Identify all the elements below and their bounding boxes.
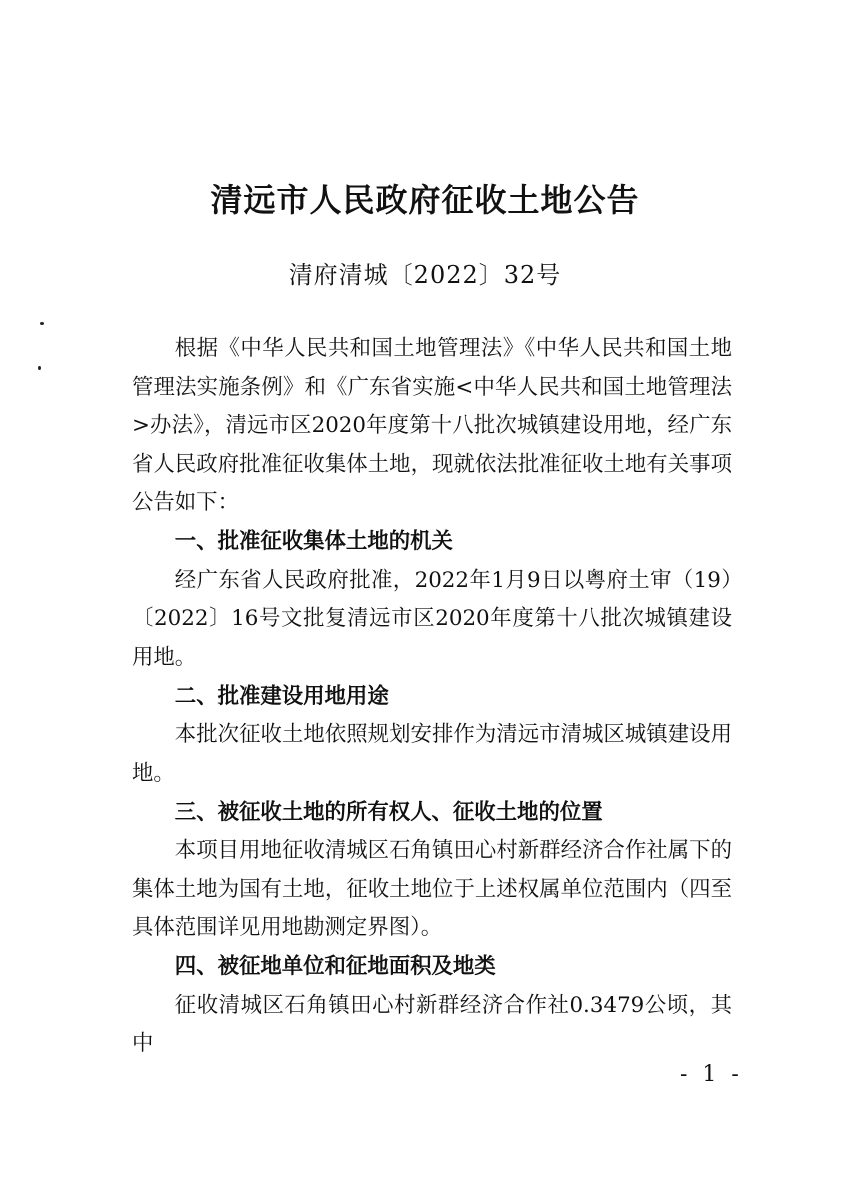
document-number: 清府清城〔2022〕32号: [288, 261, 562, 289]
scan-speck: [40, 322, 44, 325]
scan-speck: [38, 366, 41, 370]
document-title: 清远市人民政府征收土地公告: [210, 181, 640, 219]
document-body: [132, 330, 732, 1064]
section-heading: 四、被征地单位和征地面积及地类: [174, 954, 496, 980]
section-paragraph: 征收清城区石角镇田心村新群经济合作社0.3479公顷，其中: [132, 992, 732, 1057]
section-heading: 二、批准建设用地用途: [174, 683, 389, 709]
section-heading: 一、批准征收集体土地的机关: [174, 529, 453, 555]
section-paragraph: 本批次征收土地依照规划安排作为清远市清城区城镇建设用地。: [132, 722, 732, 786]
section-paragraph: 本项目用地征收清城区石角镇田心村新群经济合作社属下的集体土地为国有土地，征收土地位于上述权属单位范围内（四至具体范围详见用地勘测定界图）。: [132, 838, 732, 941]
section-heading: 三、被征收土地的所有权人、征收土地的位置: [174, 799, 603, 825]
intro-paragraph: 根据《中华人民共和国土地管理法》《中华人民共和国土地管理法实施条例》和《广东省实施<中华人民共和国土地管理法>办法》，清远市区2020年度第十八批次城镇建设用地，经广东省人民政府批准征收集体土地，现就依法批准征收土地有关事项公告如下：: [132, 336, 732, 516]
section-paragraph: 经广东省人民政府批准，2022年1月9日以粤府土审（19）〔2022〕16号文批复清远市区2020年度第十八批次城镇建设用地。: [132, 567, 732, 670]
page-number: - 1 -: [680, 1062, 743, 1087]
